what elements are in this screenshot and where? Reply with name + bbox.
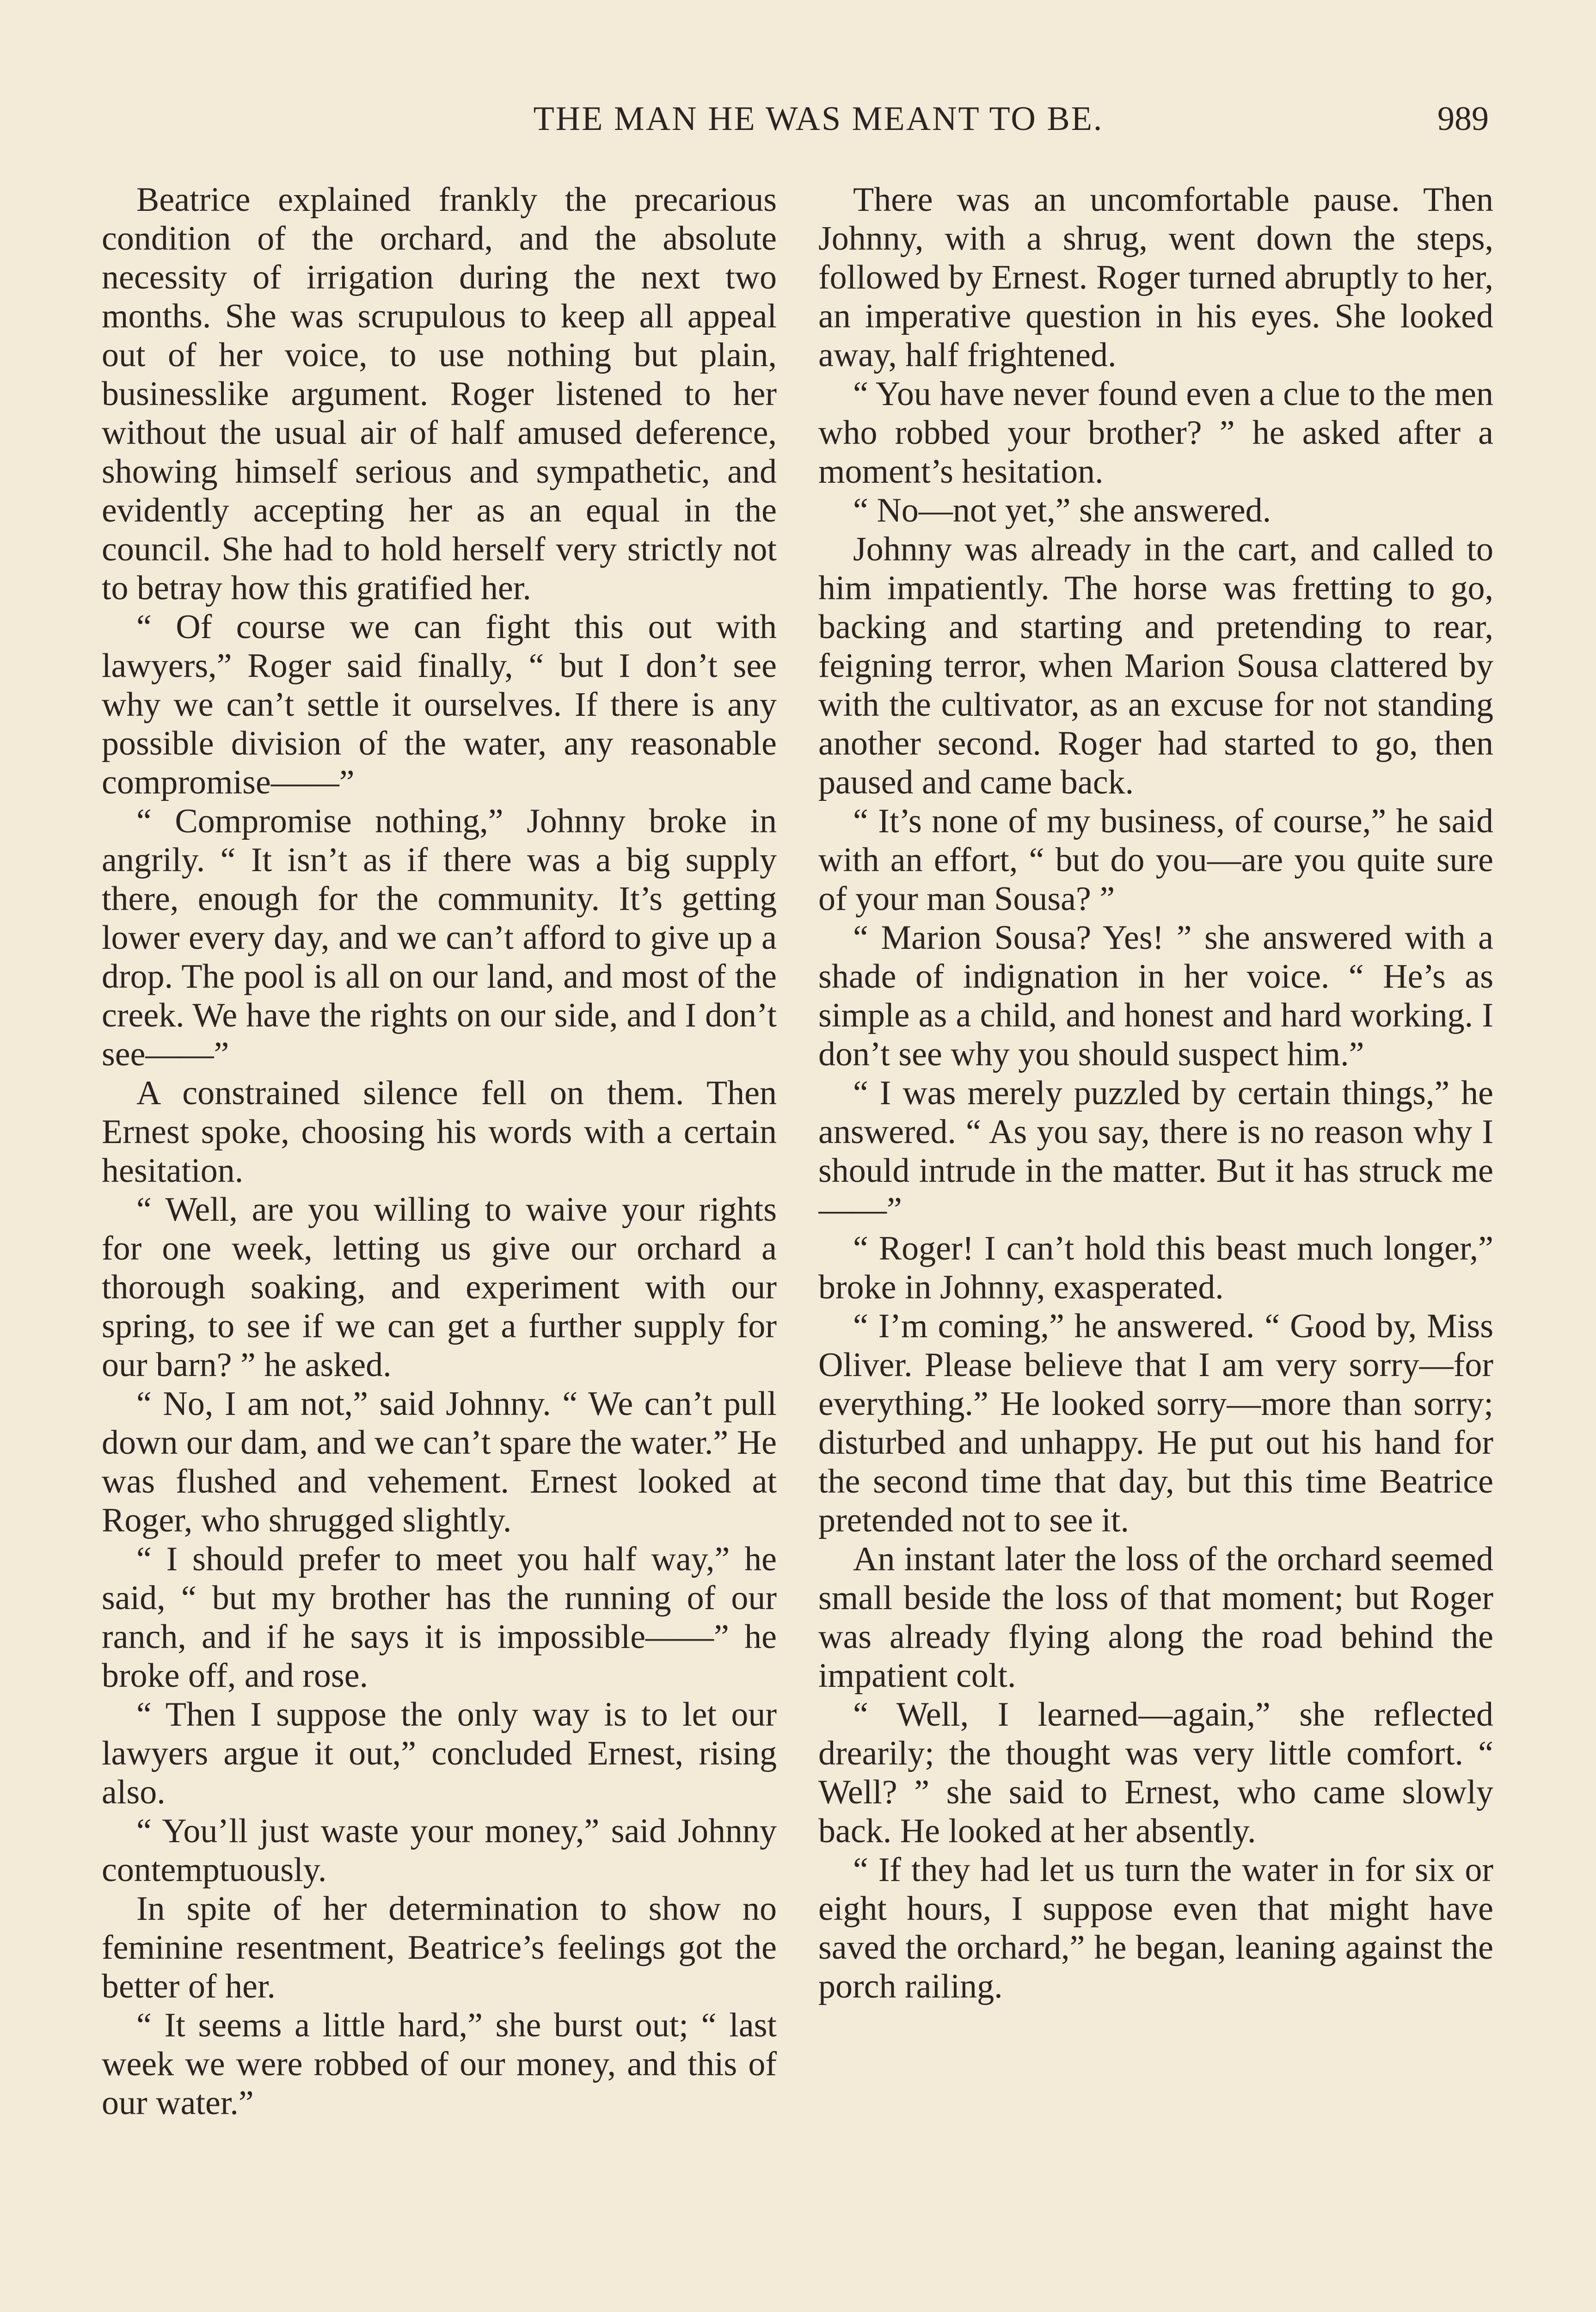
right-column: [818, 180, 1493, 2312]
paragraph: “ Roger! I can’t hold this beast much longer,” broke in Johnny, exasperated.: [818, 1230, 1493, 1306]
paragraph: “ It seems a little hard,” she burst out; “ last week we were robbed of our money, and this of our water.”: [102, 2006, 777, 2122]
paragraph: “ Then I suppose the only way is to let our lawyers argue it out,” concluded Ernest, rising also.: [102, 1696, 777, 1811]
paragraph: There was an uncomfortable pause. Then Johnny, with a shrug, went down the steps, followed by Ernest. Roger turned abruptly to her, an imperative question in his eyes. She looked away, half frightened.: [818, 181, 1493, 374]
paragraph: “ If they had let us turn the water in for six or eight hours, I suppose even that might have saved the orchard,” he began, leaning against the porch railing.: [818, 1851, 1493, 2005]
paragraph: “ It’s none of my business, of course,” he said with an effort, “ but do you—are you quite sure of your man Sousa? ”: [818, 802, 1493, 918]
page-header: [148, 95, 1489, 146]
paragraph: “ Well, are you willing to waive your rights for one week, letting us give our orchard a thorough soaking, and experiment with our spring, to see if we can get a further supply for our barn? ” he asked.: [102, 1191, 777, 1384]
paragraph: “ Compromise nothing,” Johnny broke in angrily. “ It isn’t as if there was a big supply there, enough for the community. It’s getting lower every day, and we can’t afford to give up a drop. The pool is all on our land, and most of the creek. We have the rights on our side, and I don’t see——”: [102, 802, 777, 1073]
paragraph: “ You have never found even a clue to the men who robbed your brother? ” he asked after a moment’s hesitation.: [818, 375, 1493, 491]
paragraph: An instant later the loss of the orchard seemed small beside the loss of that moment; but Roger was already flying along the road behind the impatient colt.: [818, 1540, 1493, 1695]
paragraph: “ Marion Sousa? Yes! ” she answered with a shade of indignation in her voice. “ He’s as simple as a child, and honest and hard working. I don’t see why you should suspect him.”: [818, 919, 1493, 1073]
paragraph: “ I’m coming,” he answered. “ Good by, Miss Oliver. Please believe that I am very sorry—for everything.” He looked sorry—more than sorry; disturbed and unhappy. He put out his hand for the second time that day, but this time Beatrice pretended not to see it.: [818, 1307, 1493, 1539]
paragraph: “ No, I am not,” said Johnny. “ We can’t pull down our dam, and we can’t spare the water.” He was flushed and vehement. Ernest looked at Roger, who shrugged slightly.: [102, 1385, 777, 1539]
left-column: [102, 180, 777, 2312]
paragraph: “ I was merely puzzled by certain things,” he answered. “ As you say, there is no reason why I should intrude in the matter. But it has struck me——”: [818, 1074, 1493, 1229]
running-title: THE MAN HE WAS MEANT TO BE.: [533, 100, 1104, 138]
paragraph: “ Of course we can fight this out with lawyers,” Roger said finally, “ but I don’t see why we can’t settle it ourselves. If there is any possible division of the water, any reasonable compromise——”: [102, 608, 777, 801]
paragraph: In spite of her determination to show no feminine resentment, Beatrice’s feelings got the better of her.: [102, 1890, 777, 2005]
paragraph: “ I should prefer to meet you half way,” he said, “ but my brother has the running of our ranch, and if he says it is impossible——” he broke off, and rose.: [102, 1540, 777, 1695]
paragraph: Johnny was already in the cart, and called to him impatiently. The horse was fretting to go, backing and starting and pretending to rear, feigning terror, when Marion Sousa clattered by with the cultivator, as an excuse for not standing another second. Roger had started to go, then paused and came back.: [818, 530, 1493, 801]
paragraph: “ Well, I learned—again,” she reflected drearily; the thought was very little comfort. “ Well? ” she said to Ernest, who came slowly back. He looked at her absently.: [818, 1696, 1493, 1850]
paragraph: “ You’ll just waste your money,” said Johnny contemptuously.: [102, 1812, 777, 1889]
page-number: 989: [1437, 100, 1489, 138]
paragraph: “ No—not yet,” she answered.: [853, 492, 1271, 529]
paragraph: Beatrice explained frankly the precarious condition of the orchard, and the absolute necessity of irrigation during the next two months. She was scrupulous to keep all appeal out of her voice, to use nothing but plain, businesslike argument. Roger listened to her without the usual air of half amused deference, showing himself serious and sympathetic, and evidently accepting her as an equal in the council. She had to hold herself very strictly not to betray how this gratified her.: [102, 181, 777, 607]
paragraph: A constrained silence fell on them. Then Ernest spoke, choosing his words with a certain hesitation.: [102, 1074, 777, 1190]
